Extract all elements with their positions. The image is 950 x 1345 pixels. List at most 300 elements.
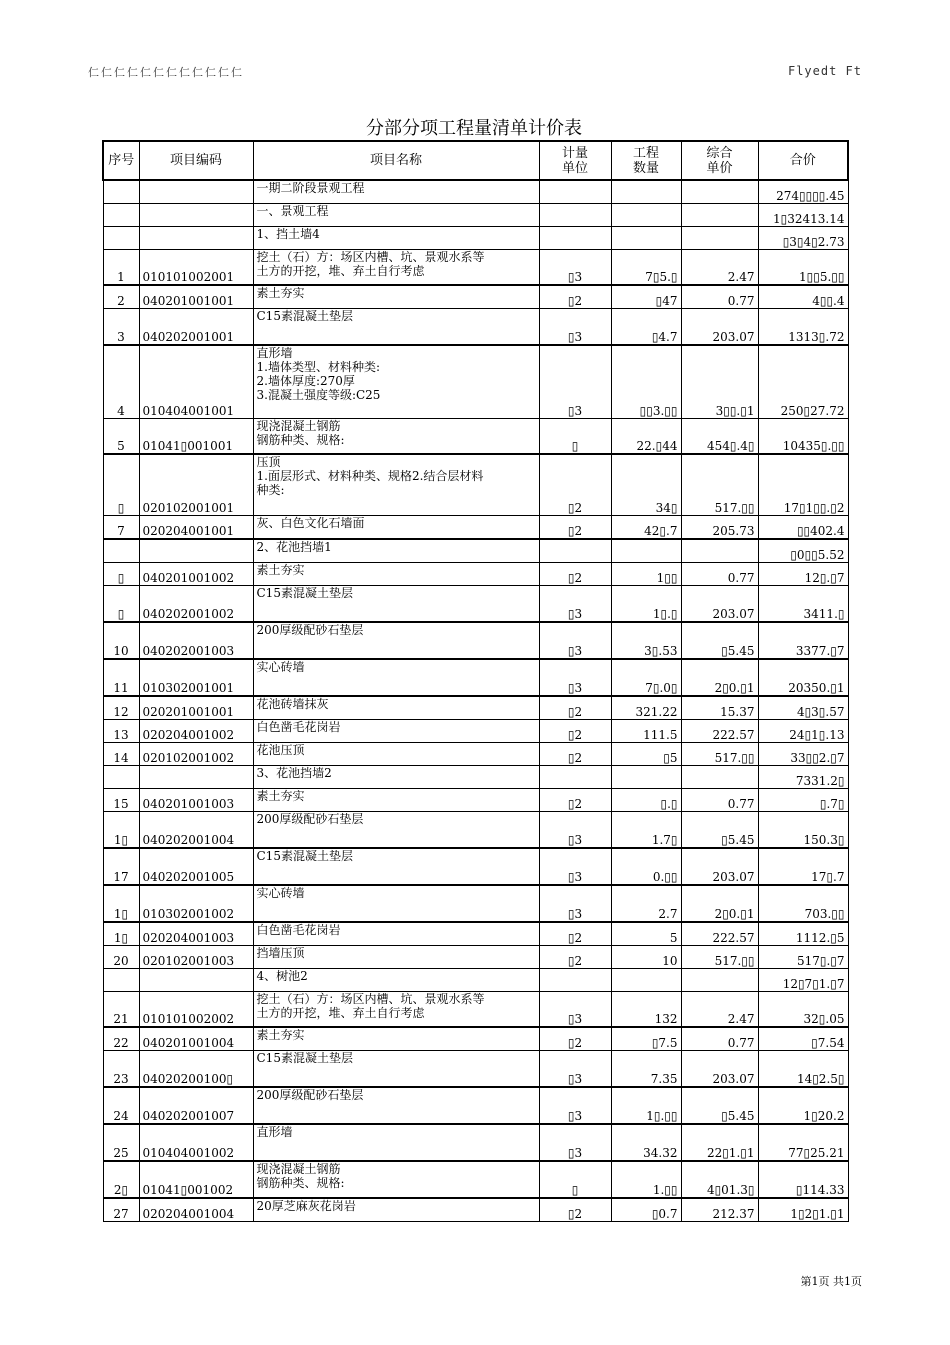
cell-price: 222.57 [681, 719, 758, 742]
page-title: 分部分项工程量清单计价表 [366, 118, 582, 139]
cell-code: 01041▯001001 [139, 418, 253, 454]
cell-no: 3 [103, 308, 139, 345]
table-row [103, 1124, 848, 1161]
cell-name-line: 挡墙压顶 [256, 945, 305, 960]
cell-qty [611, 765, 681, 788]
cell-qty [611, 539, 681, 562]
table-row [103, 226, 848, 249]
cell-name-line: 挖土（石）方：场区内槽、坑、景观水系等 [256, 991, 485, 1006]
cell-price: ▯5.45 [681, 1087, 758, 1124]
cell-no [103, 203, 139, 226]
cell-name-line: 2.墙体厚度:270厚 [256, 374, 355, 388]
table-row [103, 418, 848, 454]
cell-name [253, 659, 539, 696]
table-row [103, 659, 848, 696]
cell-no: 24 [103, 1087, 139, 1124]
cell-price: 0.77 [681, 285, 758, 308]
cell-no: 21 [103, 991, 139, 1027]
table-row [103, 345, 848, 418]
cell-no: ▯ [103, 562, 139, 585]
cell-price: 2▯0.▯1 [681, 885, 758, 922]
cell-name [253, 1198, 539, 1221]
cell-unit: ▯3 [539, 991, 611, 1027]
cell-name-line: 素土夯实 [256, 562, 305, 577]
cell-name-line: 实心砖墙 [256, 886, 305, 900]
cell-price [681, 539, 758, 562]
cell-no: 13 [103, 719, 139, 742]
col-header-qty: 工程 数量 [611, 141, 681, 180]
cell-total: 517▯.▯7 [758, 945, 848, 968]
cell-total: 3377.▯7 [758, 622, 848, 659]
table-row [103, 585, 848, 622]
cell-unit: ▯2 [539, 788, 611, 811]
cell-no: 1▯ [103, 885, 139, 922]
cell-code: 010404001002 [139, 1124, 253, 1161]
cell-total: 77▯25.21 [758, 1124, 848, 1161]
cell-total: ▯7.54 [758, 1027, 848, 1050]
cell-name-line: 白色凿毛花岗岩 [256, 923, 341, 937]
table-row [103, 454, 848, 515]
cell-unit [539, 765, 611, 788]
cell-price: 22▯1.▯1 [681, 1124, 758, 1161]
cell-no [103, 226, 139, 249]
cell-name-line: 压顶 [256, 455, 281, 469]
cell-total: ▯114.33 [758, 1161, 848, 1198]
cell-unit: ▯3 [539, 811, 611, 848]
cell-total: 1▯32413.14 [758, 203, 848, 226]
cell-no: ▯ [103, 585, 139, 622]
cell-name-line: C15素混凝土垫层 [256, 308, 353, 323]
cell-qty: 111.5 [611, 719, 681, 742]
cell-price: 203.07 [681, 585, 758, 622]
cell-code: 010404001001 [139, 345, 253, 418]
cell-qty: 7▯.0▯ [611, 659, 681, 696]
cell-price: 205.73 [681, 515, 758, 539]
cell-total: ▯▯402.4 [758, 515, 848, 539]
cell-total: 17▯1▯▯.▯2 [758, 454, 848, 515]
cell-unit [539, 203, 611, 226]
cell-price [681, 765, 758, 788]
cell-unit: ▯3 [539, 345, 611, 418]
cell-no: 27 [103, 1198, 139, 1221]
cell-price: 454▯.4▯ [681, 418, 758, 454]
cell-name [253, 1027, 539, 1050]
cell-name-line: 20厚芝麻灰花岗岩 [256, 1199, 356, 1213]
cell-unit: ▯3 [539, 585, 611, 622]
table-row [103, 742, 848, 765]
cell-name [253, 696, 539, 719]
cell-qty: 7▯5.▯ [611, 249, 681, 285]
cell-total: 12▯.▯7 [758, 562, 848, 585]
table-row [103, 696, 848, 719]
cell-unit: ▯2 [539, 945, 611, 968]
cell-name-line: 2、花池挡墙1 [256, 540, 332, 554]
col-header-name: 项目名称 [253, 141, 539, 180]
cell-code: 040202001001 [139, 308, 253, 345]
cell-no: 11 [103, 659, 139, 696]
cell-qty: 132 [611, 991, 681, 1027]
cell-unit: ▯2 [539, 285, 611, 308]
table-row [103, 622, 848, 659]
cell-unit: ▯2 [539, 515, 611, 539]
cell-code: 020102001002 [139, 742, 253, 765]
cell-total: ▯.7▯ [758, 788, 848, 811]
cell-price [681, 968, 758, 991]
cell-qty [611, 968, 681, 991]
cell-name-line: 挖土（石）方：场区内槽、坑、景观水系等 [256, 249, 485, 264]
cell-name [253, 788, 539, 811]
cell-price [681, 226, 758, 249]
col-header-code: 项目编码 [139, 141, 253, 180]
col-header-no: 序号 [103, 141, 139, 180]
cell-unit: ▯ [539, 418, 611, 454]
table-row [103, 991, 848, 1027]
cell-name-line: 200厚级配砂石垫层 [256, 811, 364, 826]
header-left-text: 仁仁仁仁仁仁仁仁仁仁仁仁 [88, 66, 244, 79]
cell-qty: 1▯.▯▯ [611, 1087, 681, 1124]
cell-no: 2 [103, 285, 139, 308]
table-row [103, 249, 848, 285]
cell-qty: 1.7▯ [611, 811, 681, 848]
cell-name-line: 一期二阶段景观工程 [256, 181, 365, 195]
cell-code: 040202001005 [139, 848, 253, 885]
cell-name-line: 一、景观工程 [256, 203, 329, 218]
cell-name [253, 765, 539, 788]
header-right-text: Flyedt Ft [787, 64, 862, 78]
cell-no: 15 [103, 788, 139, 811]
cell-name-line: 种类: [256, 483, 285, 497]
cell-qty: 34.32 [611, 1124, 681, 1161]
cell-price: 517.▯▯ [681, 454, 758, 515]
cell-total: ▯0▯▯5.52 [758, 539, 848, 562]
cell-name [253, 922, 539, 945]
cell-price: 203.07 [681, 848, 758, 885]
cell-price: 517.▯▯ [681, 945, 758, 968]
cell-name [253, 539, 539, 562]
cell-price: 0.77 [681, 788, 758, 811]
cell-qty: ▯.▯ [611, 788, 681, 811]
cell-total: ▯3▯4▯2.73 [758, 226, 848, 249]
cell-code: 040202001002 [139, 585, 253, 622]
cell-code: 040201001002 [139, 562, 253, 585]
cell-price: 222.57 [681, 922, 758, 945]
cell-price: 2.47 [681, 249, 758, 285]
col-header-price: 综合 单价 [681, 141, 758, 180]
cell-price: 203.07 [681, 308, 758, 345]
cell-total: 1▯2▯1.▯1 [758, 1198, 848, 1221]
cell-name-line: 花池压顶 [256, 742, 305, 757]
cell-qty: ▯0.7 [611, 1198, 681, 1221]
cell-unit: ▯2 [539, 922, 611, 945]
cell-total: 703.▯▯ [758, 885, 848, 922]
cell-code [139, 968, 253, 991]
cell-unit: ▯2 [539, 719, 611, 742]
cell-unit: ▯2 [539, 742, 611, 765]
cell-no [103, 180, 139, 203]
table-row [103, 1161, 848, 1198]
cell-unit: ▯2 [539, 1198, 611, 1221]
cell-code: 020204001003 [139, 922, 253, 945]
cell-code: 020201001001 [139, 696, 253, 719]
cell-code: 010302001001 [139, 659, 253, 696]
cell-no [103, 539, 139, 562]
cell-unit: ▯3 [539, 622, 611, 659]
cell-name-line: 现浇混凝土钢筋 [256, 1162, 341, 1176]
cell-no: 22 [103, 1027, 139, 1050]
cell-unit: ▯3 [539, 308, 611, 345]
table-row [103, 885, 848, 922]
cell-qty: 0.▯▯ [611, 848, 681, 885]
cell-price [681, 180, 758, 203]
table-row [103, 811, 848, 848]
cell-price: 203.07 [681, 1050, 758, 1087]
cell-name [253, 345, 539, 418]
cell-name [253, 515, 539, 539]
cell-code: 010101002001 [139, 249, 253, 285]
table-row [103, 515, 848, 539]
cell-name-line: 钢筋种类、规格: [256, 432, 345, 447]
cell-price: 4▯01.3▯ [681, 1161, 758, 1198]
cell-qty: 7.35 [611, 1050, 681, 1087]
cell-code: 010302001002 [139, 885, 253, 922]
table-row [103, 788, 848, 811]
table-row [103, 285, 848, 308]
cell-name [253, 1087, 539, 1124]
table-body [103, 180, 848, 1221]
cell-code: 040201001004 [139, 1027, 253, 1050]
cell-name [253, 811, 539, 848]
table-header-row [103, 141, 848, 180]
cell-total: 12▯7▯1.▯7 [758, 968, 848, 991]
cell-name-line: 白色凿毛花岗岩 [256, 719, 341, 734]
cell-no: 14 [103, 742, 139, 765]
cell-unit: ▯2 [539, 1027, 611, 1050]
cell-name [253, 1161, 539, 1198]
table-row [103, 1198, 848, 1221]
cell-name [253, 945, 539, 968]
cell-name [253, 226, 539, 249]
cell-name [253, 848, 539, 885]
table-row [103, 1087, 848, 1124]
cell-total: 10435▯.▯▯ [758, 418, 848, 454]
cell-no: 1▯ [103, 811, 139, 848]
cell-code: 040202001004 [139, 811, 253, 848]
cell-price: ▯5.45 [681, 622, 758, 659]
cell-qty [611, 203, 681, 226]
cell-price: ▯5.45 [681, 811, 758, 848]
cell-total: 3411.▯ [758, 585, 848, 622]
cell-unit: ▯ [539, 1161, 611, 1198]
cell-name-line: 3.混凝土强度等级:C25 [256, 388, 381, 402]
table-row [103, 765, 848, 788]
cell-no: ▯ [103, 454, 139, 515]
cell-unit: ▯3 [539, 1124, 611, 1161]
cell-qty: 1▯▯ [611, 562, 681, 585]
cell-name-line: C15素混凝土垫层 [256, 849, 353, 863]
cell-name-line: 1、挡土墙4 [256, 226, 320, 241]
cell-code: 020102001003 [139, 945, 253, 968]
cell-code: 01041▯001002 [139, 1161, 253, 1198]
cell-price [681, 203, 758, 226]
cell-no: 20 [103, 945, 139, 968]
cell-name-line: 200厚级配砂石垫层 [256, 623, 364, 637]
cell-name-line: 直形墙 [256, 1125, 293, 1139]
cell-name-line: 土方的开挖，堆、弃土自行考虑 [256, 263, 425, 278]
cell-qty: 1▯.▯ [611, 585, 681, 622]
cell-unit: ▯3 [539, 1087, 611, 1124]
table-row [103, 180, 848, 203]
cell-no [103, 765, 139, 788]
cell-total: 24▯1▯.13 [758, 719, 848, 742]
cell-price: 0.77 [681, 1027, 758, 1050]
cell-total: 274▯▯▯▯.45 [758, 180, 848, 203]
cell-name [253, 285, 539, 308]
cell-no: 10 [103, 622, 139, 659]
table-row [103, 539, 848, 562]
cell-no: 12 [103, 696, 139, 719]
cell-code [139, 765, 253, 788]
cell-unit: ▯2 [539, 562, 611, 585]
cell-qty: 2.7 [611, 885, 681, 922]
cell-name-line: 3、花池挡墙2 [256, 765, 332, 780]
cell-code: 020204001004 [139, 1198, 253, 1221]
table-row [103, 922, 848, 945]
cell-unit [539, 180, 611, 203]
cell-name [253, 180, 539, 203]
cell-qty: 42▯.7 [611, 515, 681, 539]
cell-total: 20350.▯1 [758, 659, 848, 696]
cell-price: 0.77 [681, 562, 758, 585]
cell-price: 517.▯▯ [681, 742, 758, 765]
cell-name [253, 454, 539, 515]
cell-qty: ▯4.7 [611, 308, 681, 345]
table-row [103, 848, 848, 885]
cell-name-line: C15素混凝土垫层 [256, 585, 353, 600]
cell-total: 1▯20.2 [758, 1087, 848, 1124]
cell-name-line: C15素混凝土垫层 [256, 1050, 353, 1065]
cell-unit: ▯3 [539, 659, 611, 696]
cell-total: 17▯.7 [758, 848, 848, 885]
cell-name-line: 直形墙 [256, 346, 293, 360]
cell-no: 4 [103, 345, 139, 418]
table-row [103, 719, 848, 742]
cell-unit: ▯3 [539, 885, 611, 922]
cell-name [253, 203, 539, 226]
cell-unit: ▯2 [539, 696, 611, 719]
cell-price: 2▯0.▯1 [681, 659, 758, 696]
cell-no: 25 [103, 1124, 139, 1161]
cell-name [253, 1124, 539, 1161]
cell-name-line: 实心砖墙 [256, 660, 305, 674]
cell-name-line: 钢筋种类、规格: [256, 1176, 345, 1190]
cell-code: 040202001007 [139, 1087, 253, 1124]
cell-code: 020204001002 [139, 719, 253, 742]
cell-price: 15.37 [681, 696, 758, 719]
cell-unit [539, 226, 611, 249]
cell-no: 1▯ [103, 922, 139, 945]
cell-no: 7 [103, 515, 139, 539]
cell-total: 1313▯.72 [758, 308, 848, 345]
cell-no: 2▯ [103, 1161, 139, 1198]
cell-total: 1▯▯5.▯▯ [758, 249, 848, 285]
page-number: 第1页 共1页 [800, 1275, 862, 1288]
cell-total: 150.3▯ [758, 811, 848, 848]
cell-code [139, 180, 253, 203]
table-row [103, 562, 848, 585]
cell-name-line: 素土夯实 [256, 788, 305, 803]
cell-name [253, 249, 539, 285]
cell-qty: 34▯ [611, 454, 681, 515]
cell-name-line: 土方的开挖，堆、弃土自行考虑 [256, 1005, 425, 1020]
cell-code [139, 226, 253, 249]
cell-code: 040202001003 [139, 622, 253, 659]
table-row [103, 945, 848, 968]
cell-total: 33▯▯2.▯7 [758, 742, 848, 765]
cell-name-line: 4、树池2 [256, 968, 308, 983]
cell-code: 04020200100▯ [139, 1050, 253, 1087]
cell-qty: ▯7.5 [611, 1027, 681, 1050]
cell-no [103, 968, 139, 991]
cell-qty [611, 226, 681, 249]
cell-name [253, 308, 539, 345]
cell-total: 32▯.05 [758, 991, 848, 1027]
cell-name-line: 素土夯实 [256, 1028, 305, 1042]
cell-qty: 22.▯44 [611, 418, 681, 454]
cell-unit: ▯3 [539, 848, 611, 885]
cell-total: 7331.2▯ [758, 765, 848, 788]
cell-qty: 321.22 [611, 696, 681, 719]
cell-unit [539, 968, 611, 991]
cell-name-line: 花池砖墙抹灰 [256, 697, 329, 711]
cell-unit: ▯2 [539, 454, 611, 515]
cell-total: 1112.▯5 [758, 922, 848, 945]
cell-total: 250▯27.72 [758, 345, 848, 418]
cell-price: 212.37 [681, 1198, 758, 1221]
cell-unit: ▯3 [539, 1050, 611, 1087]
cell-name [253, 968, 539, 991]
col-header-total: 合价 [758, 141, 848, 180]
cell-code [139, 203, 253, 226]
cell-name [253, 1050, 539, 1087]
cell-code: 020102001001 [139, 454, 253, 515]
cell-price: 3▯▯.▯1 [681, 345, 758, 418]
cell-name [253, 622, 539, 659]
table-row [103, 1027, 848, 1050]
cell-qty [611, 180, 681, 203]
table-row [103, 203, 848, 226]
cell-name-line: 现浇混凝土钢筋 [256, 418, 341, 433]
cell-qty: ▯47 [611, 285, 681, 308]
table-row [103, 1050, 848, 1087]
table-row [103, 308, 848, 345]
cell-unit: ▯3 [539, 249, 611, 285]
col-header-unit: 计量 单位 [539, 141, 611, 180]
cell-name [253, 418, 539, 454]
cell-name [253, 562, 539, 585]
cell-name [253, 585, 539, 622]
cell-no: 1 [103, 249, 139, 285]
cell-code: 010101002002 [139, 991, 253, 1027]
cell-total: 4▯3▯.57 [758, 696, 848, 719]
cell-name-line: 1.面层形式、材料种类、规格2.结合层材料 [256, 469, 484, 483]
cell-name [253, 719, 539, 742]
cell-code: 040201001003 [139, 788, 253, 811]
cell-qty: 5 [611, 922, 681, 945]
cell-name-line: 1.墙体类型、材料种类: [256, 360, 380, 374]
cell-name-line: 灰、白色文化石墙面 [256, 515, 365, 530]
cell-name [253, 885, 539, 922]
cell-qty: ▯5 [611, 742, 681, 765]
